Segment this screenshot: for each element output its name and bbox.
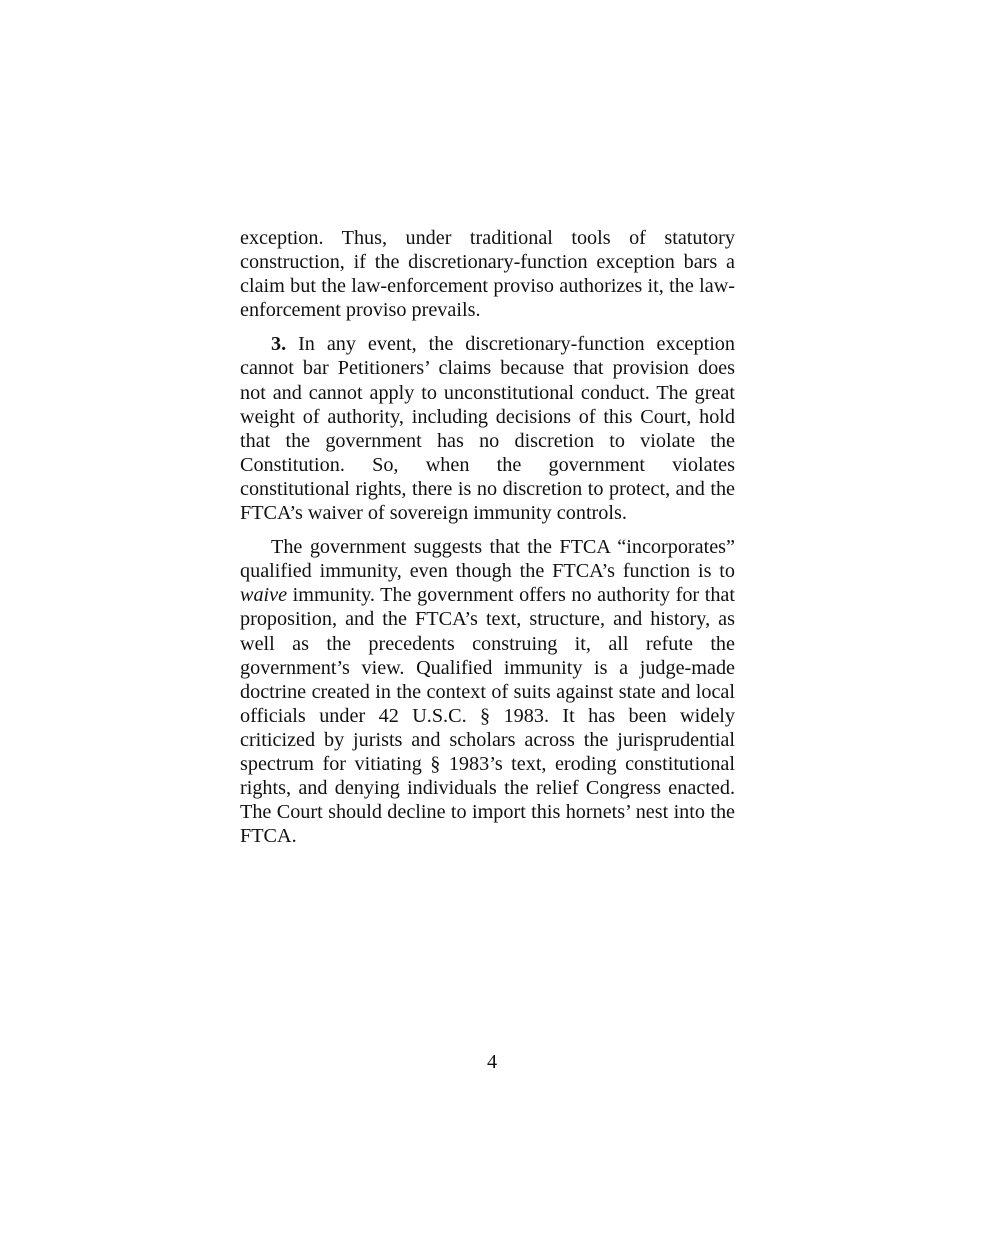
- paragraph-text: exception. Thus, under traditional tools of statutory construction, if the discretionary-function exception bars a claim but the law-enforcement proviso authorizes it, the law-enforcement proviso prevails.: [240, 227, 735, 322]
- paragraph-text-start: The government suggests that the FTCA “incorporates” qualified immunity, even though the FTCA’s function is to: [240, 536, 735, 583]
- page-number: 4: [486, 1051, 498, 1073]
- body-text: [240, 226, 735, 858]
- paragraph-continuation: [240, 226, 735, 322]
- paragraph-number: 3.: [271, 333, 287, 356]
- paragraph-qualified-immunity: [240, 535, 735, 848]
- paragraph-point-3: [240, 332, 735, 525]
- emphasized-word: waive: [240, 584, 288, 607]
- paragraph-text-end: immunity. The government offers no authority for that proposition, and the FTCA’s text, structure, and history, as well as the precedents construing it, all refute the government’s view. Qualified immunity is a judge-made doctrine created in the context of suits against state and local officials under 42 U.S.C. § 1983. It has been widely criticized by jurists and scholars across the jurisprudential spectrum for vitiating § 1983’s text, eroding constitutional rights, and denying individuals the relief Congress enacted. The Court should decline to import this hornets’ nest into the FTCA.: [240, 584, 735, 848]
- paragraph-text: In any event, the discretionary-function exception cannot bar Petitioners’ claims because that provision does not and cannot apply to unconstitutional conduct. The great weight of authority, including decisions of this Court, hold that the government has no discretion to violate the Constitution. So, when the government violates constitutional rights, there is no discretion to protect, and the FTCA’s waiver of sovereign immunity controls.: [240, 333, 735, 525]
